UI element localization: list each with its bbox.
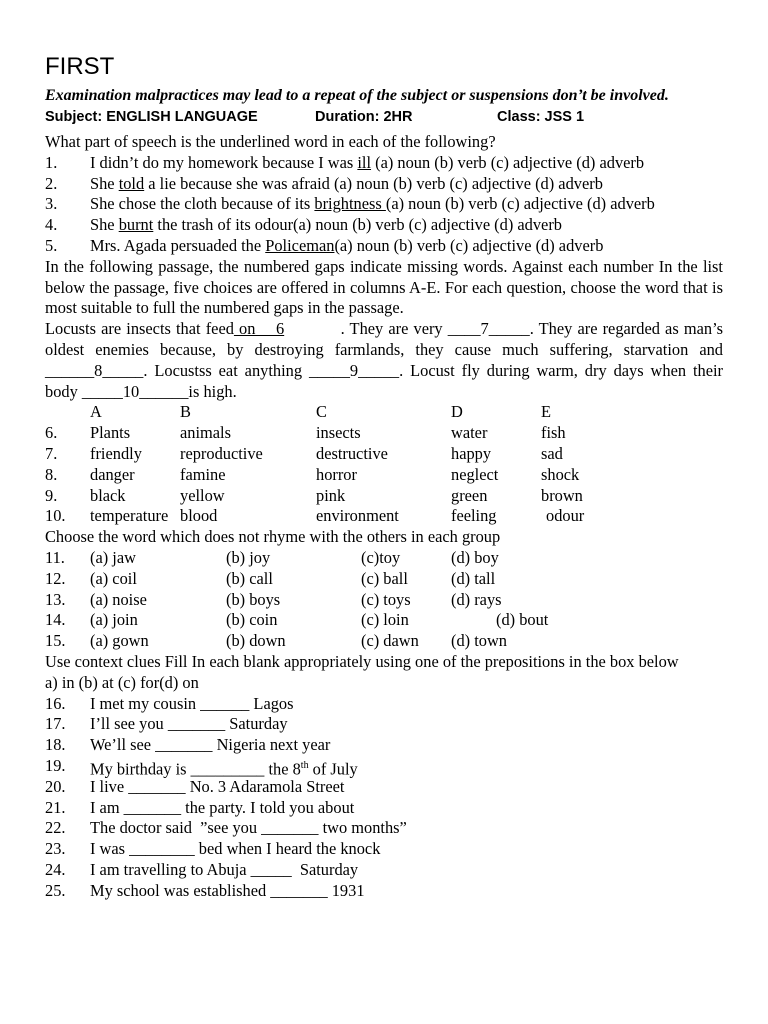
column-header-row: A B C D E: [90, 402, 552, 422]
choice-row-10: 10. temperature blood environment feeling odour: [45, 506, 585, 526]
question-22: 22. The doctor said ”see you _______ two months”: [45, 818, 407, 838]
exam-body: [45, 132, 728, 901]
section1-instruction: What part of speech is the underlined word in each of the following?: [45, 132, 496, 151]
duration-label: Duration: 2HR: [315, 109, 413, 125]
question-20: 20. I live _______ No. 3 Adaramola Street: [45, 776, 345, 796]
question-19: 19. My birthday is _________ the 8th of July: [45, 755, 358, 779]
question-2: 2. She told a lie because she was afraid (a) noun (b) verb (c) adjective (d) adverb: [45, 173, 603, 193]
section2-instruction: In the following passage, the numbered gaps indicate missing words. Against each number In the list below the passage, five choices are offered in columns A-E. For each question, choose the word that is most suitable to full the numbered gaps in the passage.: [45, 256, 723, 318]
rhyme-row-12: 12. (a) coil (b) call (c) ball (d) tall: [45, 568, 496, 588]
exam-info-row: [45, 105, 723, 129]
page-title: FIRST: [45, 53, 115, 80]
question-17: 17. I’ll see you _______ Saturday: [45, 714, 288, 734]
underlined-word: brightness: [314, 194, 386, 214]
question-16: 16. I met my cousin ______ Lagos: [45, 693, 294, 713]
rhyme-row-15: 15. (a) gown (b) down (c) dawn (d) town: [45, 631, 507, 651]
question-3: 3. She chose the cloth because of its brightness (a) noun (b) verb (c) adjective (d) adverb: [45, 194, 655, 214]
section3-instruction: Choose the word which does not rhyme with the others in each group: [45, 527, 501, 547]
question-21: 21. I am _______ the party. I told you about: [45, 797, 355, 817]
exam-page: [45, 52, 728, 901]
class-label: Class: JSS 1: [497, 109, 585, 125]
malpractice-warning: Examination malpractices may lead to a repeat of the subject or suspensions don’t be involved.: [45, 87, 669, 104]
rhyme-row-11: 11. (a) jaw (b) joy (c)toy (d) boy: [45, 547, 499, 567]
question-18: 18. We’ll see _______ Nigeria next year: [45, 735, 331, 755]
preposition-options: a) in (b) at (c) for(d) on: [45, 672, 199, 692]
question-25: 25. My school was established _______ 1931: [45, 880, 365, 900]
underlined-word: Policeman: [265, 235, 335, 255]
subject-label: Subject: ENGLISH LANGUAGE: [45, 109, 258, 125]
choice-row-9: 9. black yellow pink green brown: [45, 485, 583, 505]
choice-row-7: 7. friendly reproductive destructive happy sad: [45, 443, 563, 463]
locust-passage: Locusts are insects that feed on 6 . They are very ____7_____. They are regarded as man’s oldest enemies because, by destroying farmlands, they cause much suffering, starvation and ______8_____. Locustss eat anything _____9_____. Locust fly during warm, dry days when their body _____10______is high.: [45, 319, 728, 401]
question-1: 1. I didn’t do my homework because I was ill (a) noun (b) verb (c) adjective (d) adverb: [45, 152, 645, 172]
question-24: 24. I am travelling to Abuja _____ Saturday: [45, 859, 359, 879]
section4-instruction: Use context clues Fill In each blank appropriately using one of the prepositions in the box below: [45, 651, 679, 671]
question-4: 4. She burnt the trash of its odour(a) noun (b) verb (c) adjective (d) adverb: [45, 215, 562, 235]
question-5: 5. Mrs. Agada persuaded the Policeman(a) noun (b) verb (c) adjective (d) adverb: [45, 235, 604, 255]
rhyme-row-14: 14. (a) join (b) coin (c) loin (d) bout: [45, 610, 549, 630]
question-23: 23. I was ________ bed when I heard the knock: [45, 839, 381, 859]
rhyme-row-13: 13. (a) noise (b) boys (c) toys (d) rays: [45, 589, 502, 609]
choice-row-6: 6. Plants animals insects water fish: [45, 423, 566, 443]
underlined-word: burnt: [118, 215, 154, 235]
choice-row-8: 8. danger famine horror neglect shock: [45, 464, 580, 484]
underlined-word: told: [118, 173, 145, 193]
underlined-word: ill: [357, 152, 372, 172]
